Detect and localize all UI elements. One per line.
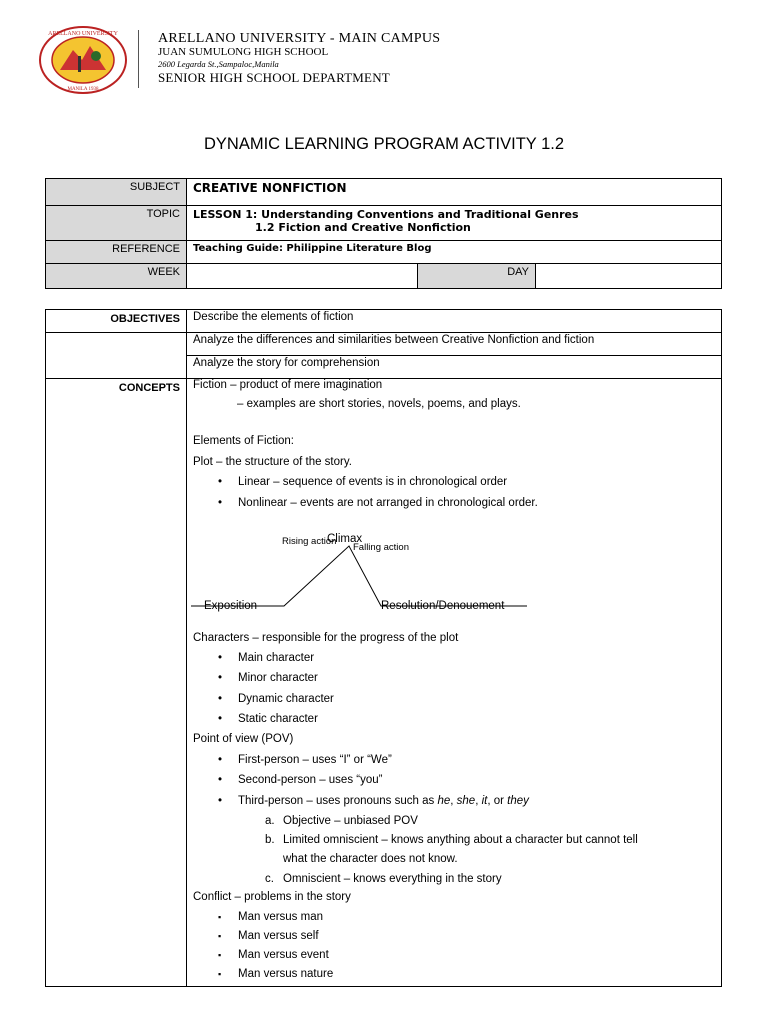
school-name: JUAN SUMULONG HIGH SCHOOL	[158, 46, 329, 58]
topic-line-1: LESSON 1: Understanding Conventions and Traditional Genres	[193, 208, 579, 221]
pov-subitem	[265, 873, 502, 885]
plot-type-item: • Nonlinear – events are not arranged in chronological order.	[238, 497, 538, 509]
info-table	[45, 178, 722, 289]
plot-type-item: • Linear – sequence of events is in chronological order	[238, 476, 507, 488]
pov-heading: Point of view (POV)	[193, 733, 294, 745]
character-type-item: • Static character	[238, 713, 318, 725]
header-divider	[138, 30, 139, 88]
objective-item: Analyze the story for comprehension	[187, 356, 722, 379]
pov-subitem-marker: c.	[265, 873, 274, 885]
diagram-exposition: Exposition	[204, 600, 258, 612]
diagram-resolution: Resolution/Denouement	[381, 600, 505, 612]
week-value[interactable]	[187, 264, 418, 289]
objective-item: Analyze the differences and similarities between Creative Nonfiction and fiction	[187, 333, 722, 356]
department-name: SENIOR HIGH SCHOOL DEPARTMENT	[158, 70, 390, 85]
plot-curve	[191, 546, 527, 606]
pov-pronoun: they	[507, 795, 529, 807]
lesson-table	[45, 309, 722, 987]
characters-definition: Characters – responsible for the progress of the plot	[193, 632, 459, 644]
objectives-label-spacer	[46, 333, 187, 356]
university-name: ARELLANO UNIVERSITY - MAIN CAMPUS	[158, 31, 441, 46]
pov-subitem-text: what the character does not know.	[283, 853, 458, 865]
character-type-item: • Minor character	[238, 672, 318, 684]
pov-pronoun: it	[481, 795, 488, 807]
svg-text:MANILA 1938: MANILA 1938	[67, 87, 99, 92]
pov-third-text: Third-person – uses pronouns such as	[238, 795, 438, 807]
concepts-content	[187, 379, 722, 987]
objective-item: Describe the elements of fiction	[187, 310, 722, 333]
reference-value: Teaching Guide: Philippine Literature Blog	[187, 241, 722, 264]
objectives-label-spacer	[46, 356, 187, 379]
subject-label: SUBJECT	[46, 179, 187, 206]
svg-text:ARELLANO UNIVERSITY: ARELLANO UNIVERSITY	[48, 31, 118, 37]
objectives-label: OBJECTIVES	[46, 310, 187, 333]
pov-subitem	[265, 815, 418, 827]
pov-separator: , or	[487, 795, 508, 807]
pov-separator: ,	[475, 795, 482, 807]
plot-diagram	[187, 529, 547, 609]
diagram-falling-action: Falling action	[353, 542, 409, 553]
plot-definition: Plot – the structure of the story.	[193, 456, 352, 468]
day-label: DAY	[418, 264, 536, 289]
pov-item: • First-person – uses “I” or “We”	[238, 754, 392, 766]
document-header	[36, 26, 736, 96]
pov-separator: ,	[450, 795, 457, 807]
conflict-type-item: ▪ Man versus self	[238, 930, 319, 942]
concepts-label: CONCEPTS	[46, 379, 187, 987]
pov-subitem-marker: b.	[265, 834, 275, 846]
conflict-type-item: ▪ Man versus nature	[238, 968, 333, 980]
pov-item: • Second-person – uses “you”	[238, 774, 382, 786]
pov-subitem	[265, 834, 638, 846]
elements-heading: Elements of Fiction:	[193, 435, 294, 447]
fiction-definition: Fiction – product of mere imagination	[193, 379, 383, 391]
pov-subitem-text: Limited omniscient – knows anything about a character but cannot tell	[283, 834, 638, 846]
topic-label: TOPIC	[46, 206, 187, 241]
character-type-item: • Dynamic character	[238, 693, 334, 705]
pov-pronoun: she	[456, 795, 476, 807]
page-title: DYNAMIC LEARNING PROGRAM ACTIVITY 1.2	[203, 135, 565, 153]
fiction-examples: – examples are short stories, novels, poems, and plays.	[237, 398, 521, 410]
diagram-climax: Climax	[327, 533, 363, 545]
school-address: 2600 Legarda St.,Sampaloc,Manila	[158, 59, 279, 69]
character-type-item: • Main character	[238, 652, 314, 664]
pov-subitem-text: Objective – unbiased POV	[283, 815, 418, 827]
diagram-rising-action: Rising action	[282, 536, 337, 547]
pov-subitem-marker: a.	[265, 815, 275, 827]
conflict-type-item: ▪ Man versus man	[238, 911, 323, 923]
day-value[interactable]	[536, 264, 722, 289]
subject-value: CREATIVE NONFICTION	[187, 179, 722, 206]
reference-label: REFERENCE	[46, 241, 187, 264]
conflict-type-item: ▪ Man versus event	[238, 949, 329, 961]
university-seal-icon	[38, 26, 128, 94]
week-label: WEEK	[46, 264, 187, 289]
topic-line-2: 1.2 Fiction and Creative Nonfiction	[255, 221, 471, 234]
pov-pronoun: he	[437, 795, 451, 807]
topic-value	[187, 206, 722, 241]
conflict-definition: Conflict – problems in the story	[193, 891, 351, 903]
pov-item-third-person	[238, 795, 529, 807]
pov-subitem	[283, 853, 458, 865]
pov-subitem-text: Omniscient – knows everything in the story	[283, 873, 502, 885]
